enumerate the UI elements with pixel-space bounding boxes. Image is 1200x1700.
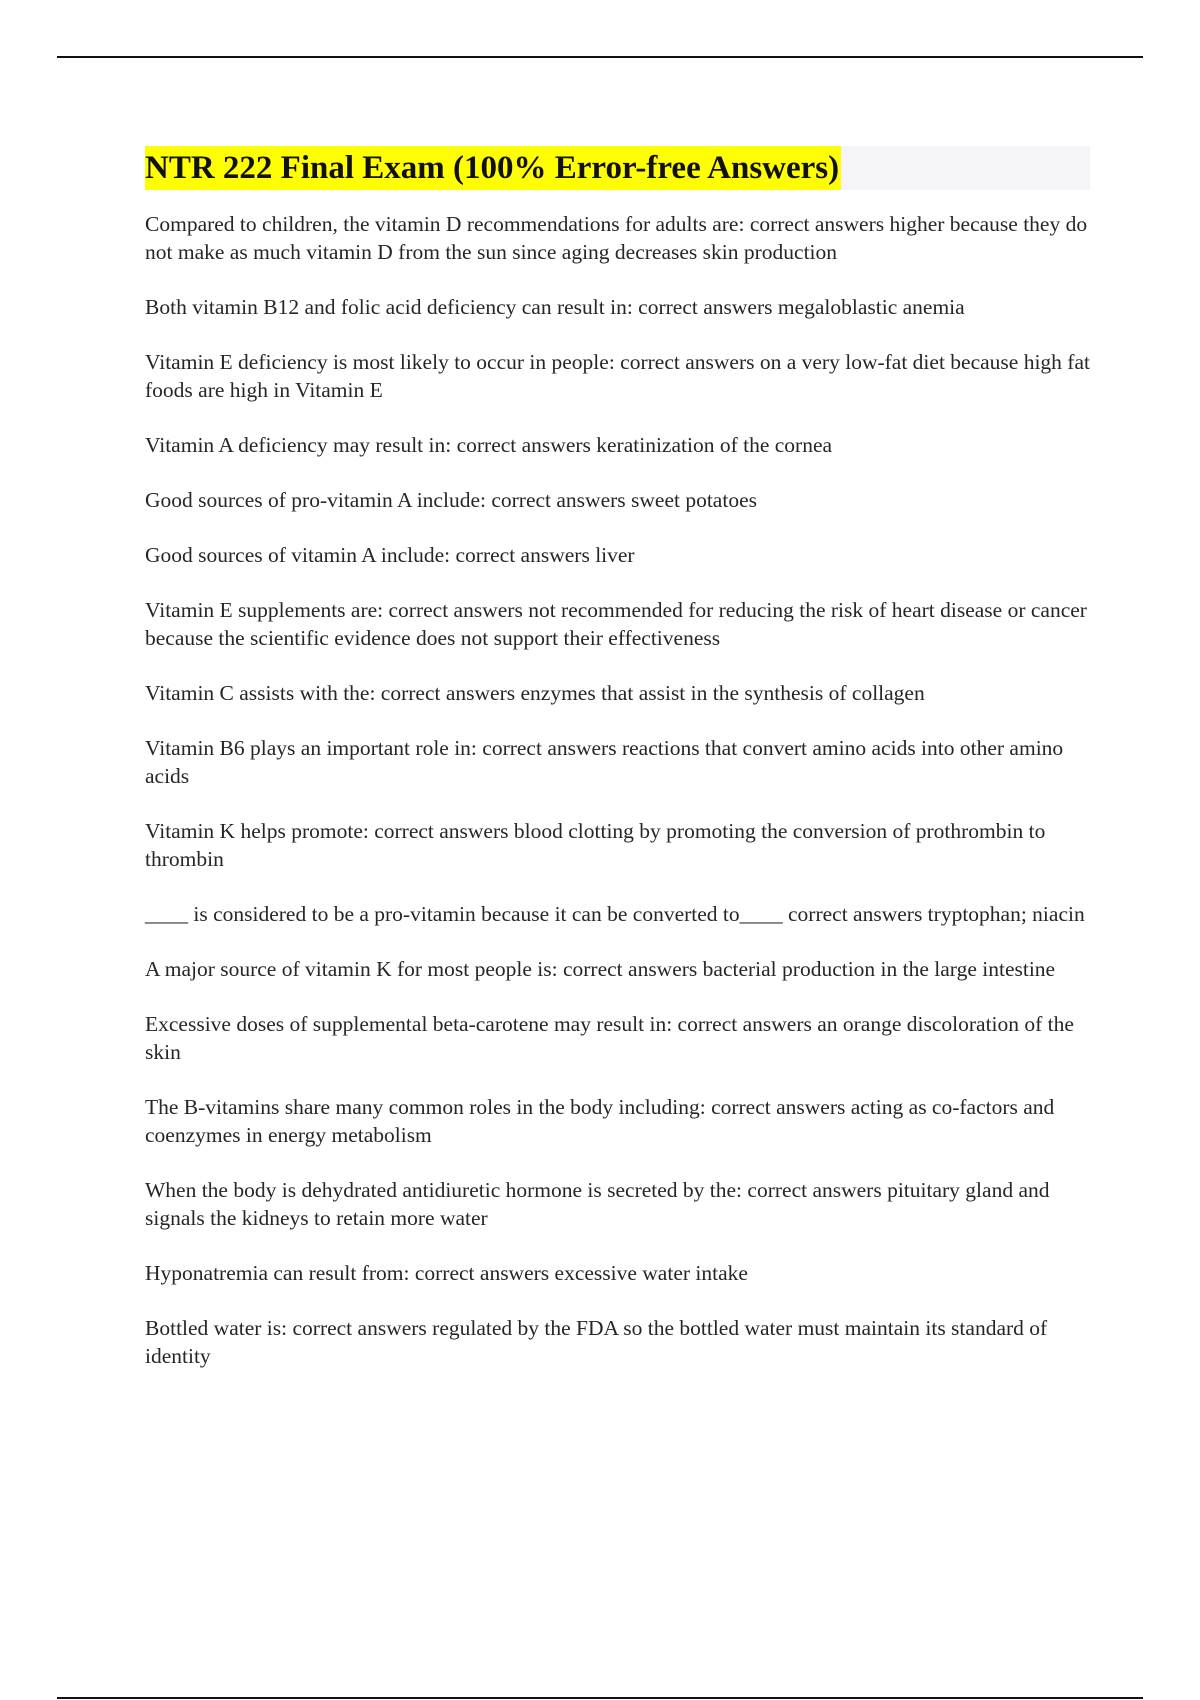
qa-item: Vitamin A deficiency may result in: correct answers keratinization of the cornea xyxy=(145,433,833,457)
qa-item: Both vitamin B12 and folic acid deficiency can result in: correct answers megaloblastic anemia xyxy=(145,295,965,319)
qa-item: Good sources of pro-vitamin A include: correct answers sweet potatoes xyxy=(145,488,757,512)
title-row xyxy=(145,146,1090,190)
qa-item: When the body is dehydrated antidiuretic hormone is secreted by the: correct answers pituitary gland and signals the kidneys to retain more water xyxy=(145,1178,1050,1230)
document-body xyxy=(145,146,1090,1397)
qa-item: Vitamin B6 plays an important role in: correct answers reactions that convert amino acids into other amino acids xyxy=(145,736,1064,788)
qa-item: Good sources of vitamin A include: correct answers liver xyxy=(145,543,635,567)
qa-item: ____ is considered to be a pro-vitamin because it can be converted to____ correct answers tryptophan; niacin xyxy=(145,902,1085,926)
question-answer-list xyxy=(145,210,1090,1370)
qa-item: Bottled water is: correct answers regulated by the FDA so the bottled water must maintain its standard of identity xyxy=(145,1316,1048,1368)
qa-item: Vitamin C assists with the: correct answers enzymes that assist in the synthesis of collagen xyxy=(145,681,925,705)
qa-item: Hyponatremia can result from: correct answers excessive water intake xyxy=(145,1261,748,1285)
bottom-rule xyxy=(57,1697,1143,1699)
qa-item: Excessive doses of supplemental beta-carotene may result in: correct answers an orange discoloration of the skin xyxy=(145,1012,1074,1064)
qa-item: Vitamin E deficiency is most likely to occur in people: correct answers on a very low-fat diet because high fat foods are high in Vitamin E xyxy=(145,350,1090,402)
qa-item: The B-vitamins share many common roles in the body including: correct answers acting as co-factors and coenzymes in energy metabolism xyxy=(145,1095,1055,1147)
qa-item: Vitamin K helps promote: correct answers blood clotting by promoting the conversion of prothrombin to thrombin xyxy=(145,819,1046,871)
top-rule xyxy=(57,56,1143,58)
qa-item: A major source of vitamin K for most people is: correct answers bacterial production in the large intestine xyxy=(145,957,1056,981)
qa-item: Vitamin E supplements are: correct answers not recommended for reducing the risk of heart disease or cancer because the scientific evidence does not support their effectiveness xyxy=(145,598,1087,650)
page-title: NTR 222 Final Exam (100% Error-free Answers) xyxy=(145,146,841,190)
qa-item: Compared to children, the vitamin D recommendations for adults are: correct answers higher because they do not make as much vitamin D from the sun since aging decreases skin production xyxy=(145,212,1088,264)
